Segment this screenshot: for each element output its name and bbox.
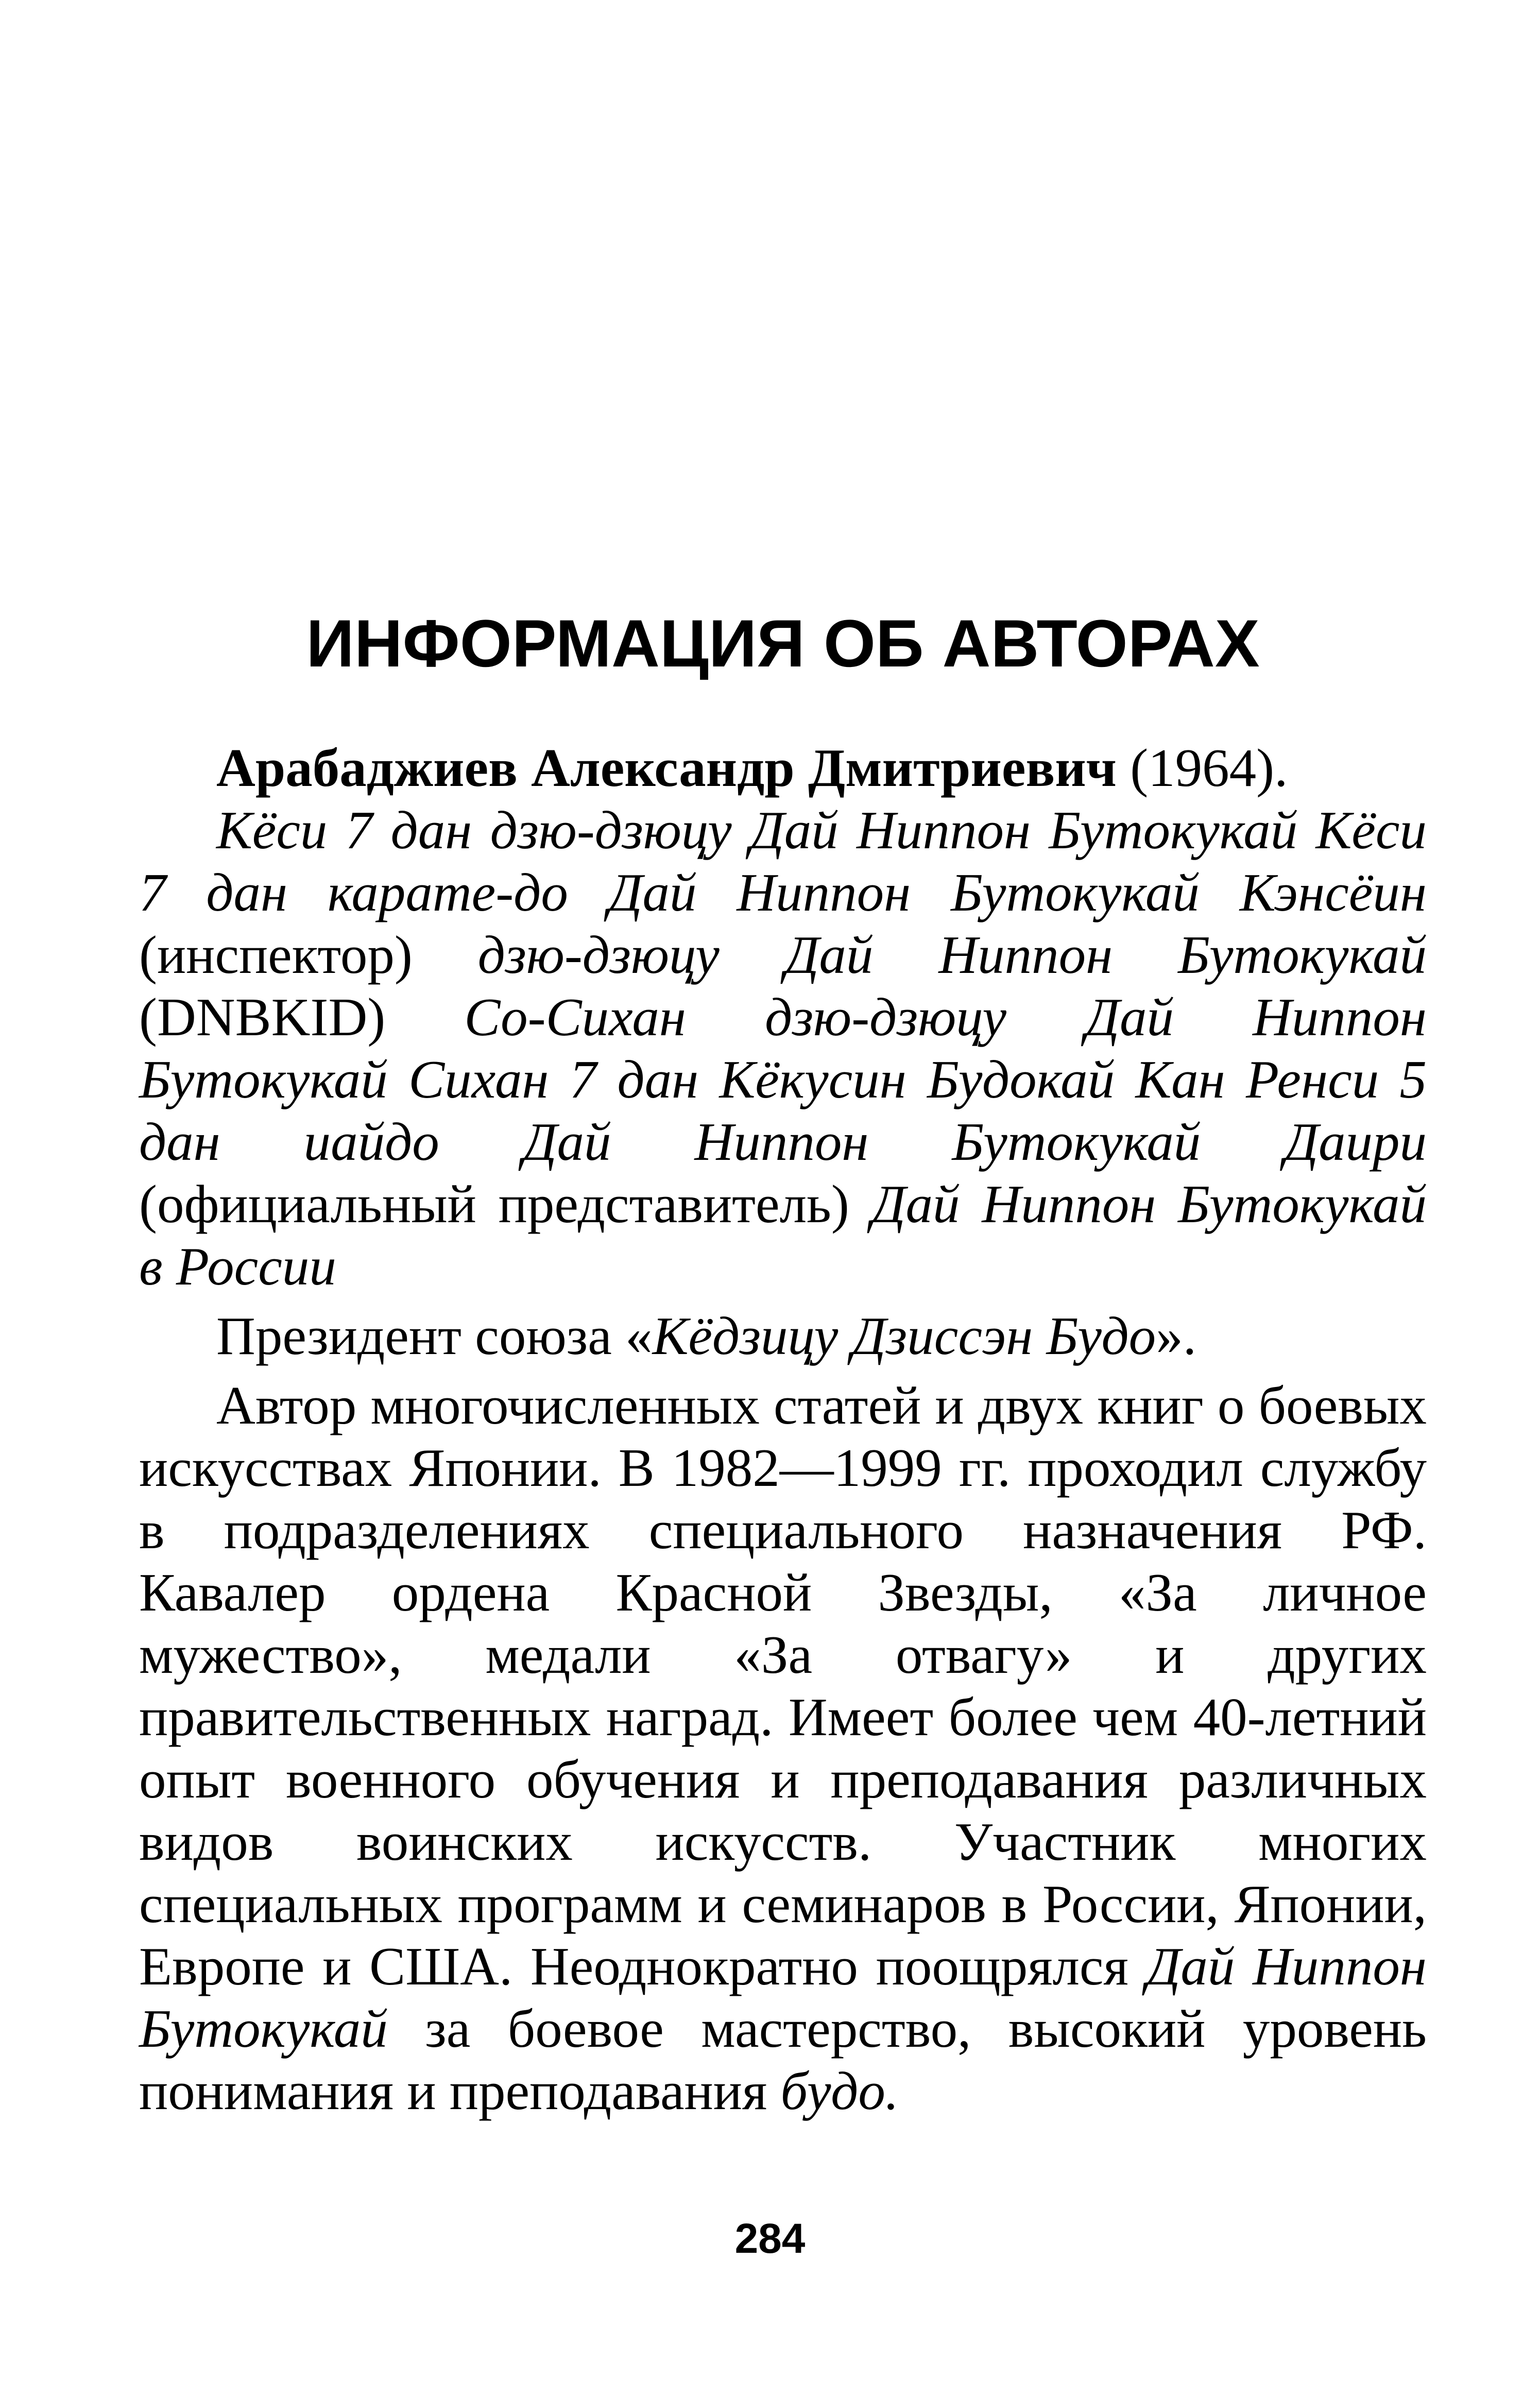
text-run: (DNBKID) [139,987,465,1047]
text-run: (официальный представитель) [139,1174,871,1234]
section-heading: ИНФОРМАЦИЯ ОБ АВТОРАХ [306,606,1260,681]
author-titles [139,799,1427,1297]
author-birth-year: (1964). [1116,738,1288,798]
author-info [139,737,1427,2122]
page-number: 284 [734,2215,806,2262]
text-run: будо. [780,2061,899,2121]
author-biography [139,1374,1427,2122]
author-name: Арабаджиев Александр Дмитриевич [216,738,1117,798]
author-name-line [139,737,1427,799]
text-run: Кёдзицу Дзиссэн Будо [652,1306,1156,1366]
author-president [139,1305,1427,1367]
text-run: Президент союза « [216,1306,653,1366]
text-run: Со-Сихан дзю-дзюцу Дай Ниппон Бутокукай Сихан 7 дан Кёкусин Будокай Кан Ренси 5 дан иайдо Дай Ниппон Бутокукай Даири [139,987,1427,1172]
text-run: дзю-дзюцу Дай Ниппон Бутокукай [477,924,1427,985]
text-run: Дай Ниппон Бутокукай [139,1936,1427,2059]
text-run: Дай Ниппон Бутокукай в России [139,1174,1427,1296]
text-run: (инспектор) [139,924,478,985]
text-run: Автор многочисленных статей и двух книг о боевых искусствах Японии. В 1982—1999 гг. проходил службу в подразделениях специального назначения РФ. Кавалер ордена Красной Звезды, «За личное мужество», медали «За отвагу» и других правительственных наград. Имеет более чем 40-летний опыт военного обучения и преподавания различных видов воинских искусств. Участник многих специальных программ и семинаров в России, Японии, Европе и США. Неоднократно поощрялся [139,1375,1427,1996]
text-run: за боевое мастерство, высокий уровень понимания и преподавания [139,1998,1427,2121]
text-run: ». [1156,1306,1196,1366]
text-run: Кёси 7 дан дзю-дзюцу Дай Ниппон Бутокукай Кёси 7 дан карате-до Дай Ниппон Бутокукай Кэнсёин [139,800,1427,922]
